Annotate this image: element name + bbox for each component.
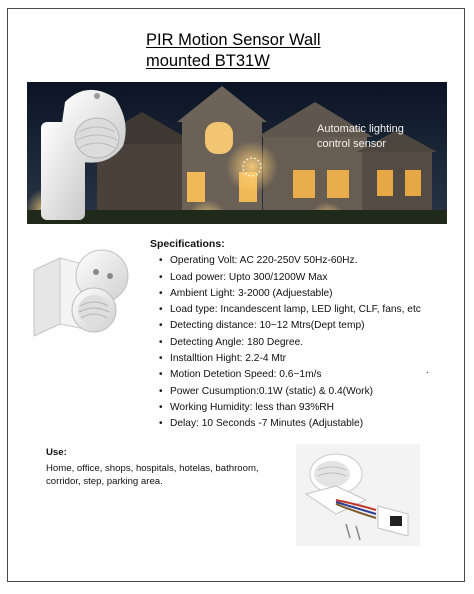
product-photo-front <box>30 240 140 340</box>
spec-item: • Power Cusumption:0.1W (static) & 0.4(Work) <box>159 384 421 400</box>
specifications-heading: Specifications: <box>150 238 225 250</box>
spec-item: • Working Humidity: less than 93%RH <box>159 400 421 416</box>
spec-item: • Detecting distance: 10~12 Mtrs(Dept temp) <box>159 318 421 334</box>
use-line-2: corridor, step, parking area. <box>46 476 163 487</box>
window-arch <box>205 122 233 154</box>
hero-caption <box>317 122 404 152</box>
spec-item: • Motion Detetion Speed: 0.6~1m/s <box>159 367 421 383</box>
spec-item: • Installtion Hight: 2.2-4 Mtr <box>159 351 421 367</box>
use-section <box>46 446 259 488</box>
spec-item: • Load power: Upto 300/1200W Max <box>159 270 421 286</box>
hero-caption-line-1: Automatic lighting <box>317 123 404 135</box>
sensor-front-illustration <box>30 240 140 340</box>
hero-photo <box>27 82 447 224</box>
stray-mark: . <box>426 365 429 376</box>
spec-item: • Detecting Angle: 180 Degree. <box>159 335 421 351</box>
specifications-section <box>150 236 421 433</box>
use-line-1: Home, office, shops, hospitals, hotelas, bathroom, <box>46 463 259 474</box>
sensor-wiring-illustration <box>296 444 420 546</box>
page-title <box>146 30 376 72</box>
spec-item: • Load type: Incandescent lamp, LED light, CLF, fans, etc <box>159 302 421 318</box>
use-heading: Use: <box>46 447 67 458</box>
specifications-list <box>150 253 421 432</box>
hero-caption-line-2: control sensor <box>317 138 387 150</box>
spec-item: • Ambient Light: 3-2000 (Adjuestable) <box>159 286 421 302</box>
spec-item: • Delay: 10 Seconds -7 Minutes (Adjustable) <box>159 416 421 432</box>
hero-illustration <box>27 82 447 224</box>
product-photo-wiring <box>296 444 420 546</box>
title-line-2: mounted BT31W <box>146 52 270 70</box>
spec-item: • Operating Volt: AC 220-250V 50Hz-60Hz. <box>159 253 421 269</box>
title-line-1: PIR Motion Sensor Wall <box>146 31 321 49</box>
use-text <box>46 462 259 488</box>
